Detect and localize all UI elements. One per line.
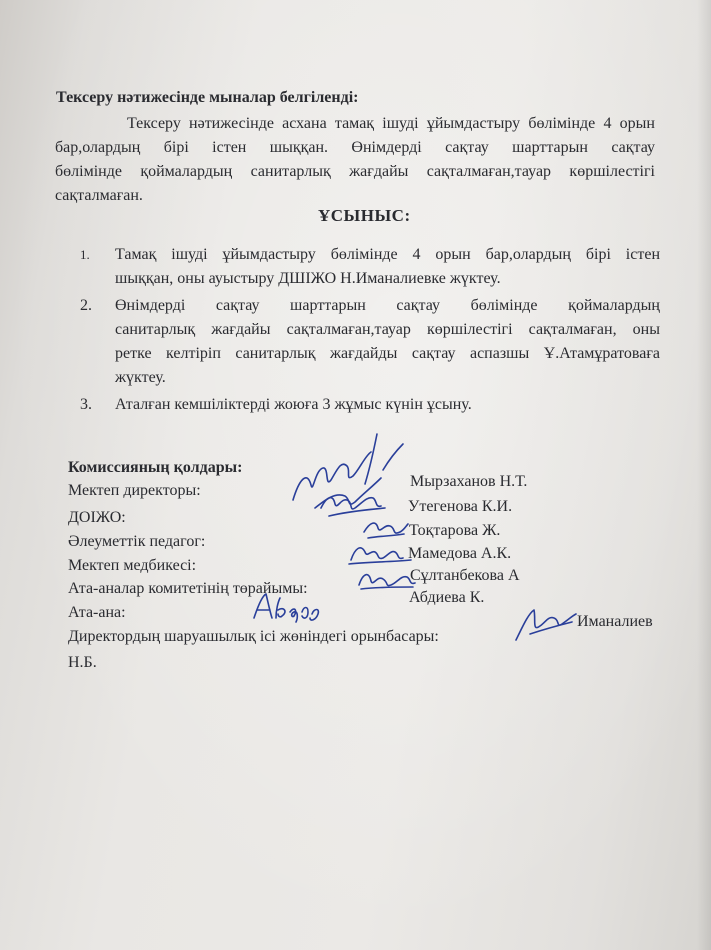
proposal-line: шыққан, оны ауыстыру ДШІЖО Н.Иманалиевке жүктеу.: [115, 270, 501, 287]
proposal-line: жүктеу.: [115, 369, 166, 386]
signatory-name: Тоқтарова Ж.: [409, 522, 501, 539]
signatory-name: Сұлтанбекова А: [410, 567, 520, 584]
signatures-heading: Комиссияның қолдары:: [68, 459, 243, 476]
signatory-role: Әлеуметтік педагог:: [68, 533, 206, 550]
findings-paragraph: [55, 112, 655, 208]
proposal-item: [80, 294, 660, 390]
page-edge-shadow: [697, 0, 711, 950]
proposal-line: ретке келтіріп санитарлық жағдайды сақтау аспазшы Ұ.Атамұратоваға: [115, 345, 660, 362]
signatory-role: ДОІЖО:: [68, 509, 126, 526]
signatory-role: Мектеп директоры:: [68, 482, 201, 499]
proposal-line: санитарлық жағдайы сақталмаған,тауар көршілестігі сақталмаған, оны: [115, 321, 660, 338]
signatory-name: Мырзаханов Н.Т.: [410, 473, 528, 490]
findings-line: сақталмаған.: [55, 187, 143, 204]
findings-line: Тексеру нәтижесінде асхана тамақ ішуді ұйымдастыру бөлімінде 4 орын: [127, 115, 655, 132]
findings-heading: Тексеру нәтижесінде мыналар белгіленді:: [56, 89, 359, 106]
proposal-item: [80, 243, 660, 291]
signatory-role: Мектеп медбикесі:: [68, 557, 197, 574]
signature-parent: [248, 588, 328, 630]
proposal-number: 2.: [80, 297, 92, 314]
proposal-title: ҰСЫНЫС:: [318, 206, 411, 225]
proposal-number: 1.: [80, 247, 90, 262]
proposal-line: Аталған кемшіліктерді жоюға 3 жұмыс күнін ұсыну.: [115, 396, 472, 413]
signature-deputy: [510, 604, 580, 648]
deputy-name-line2: Н.Б.: [68, 654, 97, 671]
proposal-item: [80, 393, 660, 417]
signatory-role: Ата-ана:: [68, 604, 126, 621]
signatory-name: Утегенова К.И.: [408, 498, 513, 515]
deputy-role: Директордың шаруашылық ісі жөніндегі орынбасары:: [68, 628, 439, 645]
proposal-number: 3.: [80, 396, 92, 413]
signature-committee-chair: [355, 565, 420, 595]
signatory-name: Абдиева К.: [409, 589, 485, 606]
signatory-name: Мамедова А.К.: [408, 545, 512, 562]
findings-line: бөлімінде қоймалардың санитарлық жағдайы сақталмаған,тауар көршілестігі: [55, 163, 655, 180]
signatory-role: Ата-аналар комитетінің төрайымы:: [68, 580, 308, 597]
proposal-line: Өнімдерді сақтау шарттарын сақтау бөлімінде қоймалардың: [115, 297, 660, 314]
findings-line: бар,олардың бірі істен шыққан. Өнімдерді сақтау шарттарын сақтау: [55, 139, 655, 156]
proposal-line: Тамақ ішуді ұйымдастыру бөлімінде 4 орын бар,олардың бірі істен: [115, 246, 660, 263]
deputy-name-line1: Иманалиев: [577, 613, 653, 630]
proposal-list: [80, 243, 660, 417]
